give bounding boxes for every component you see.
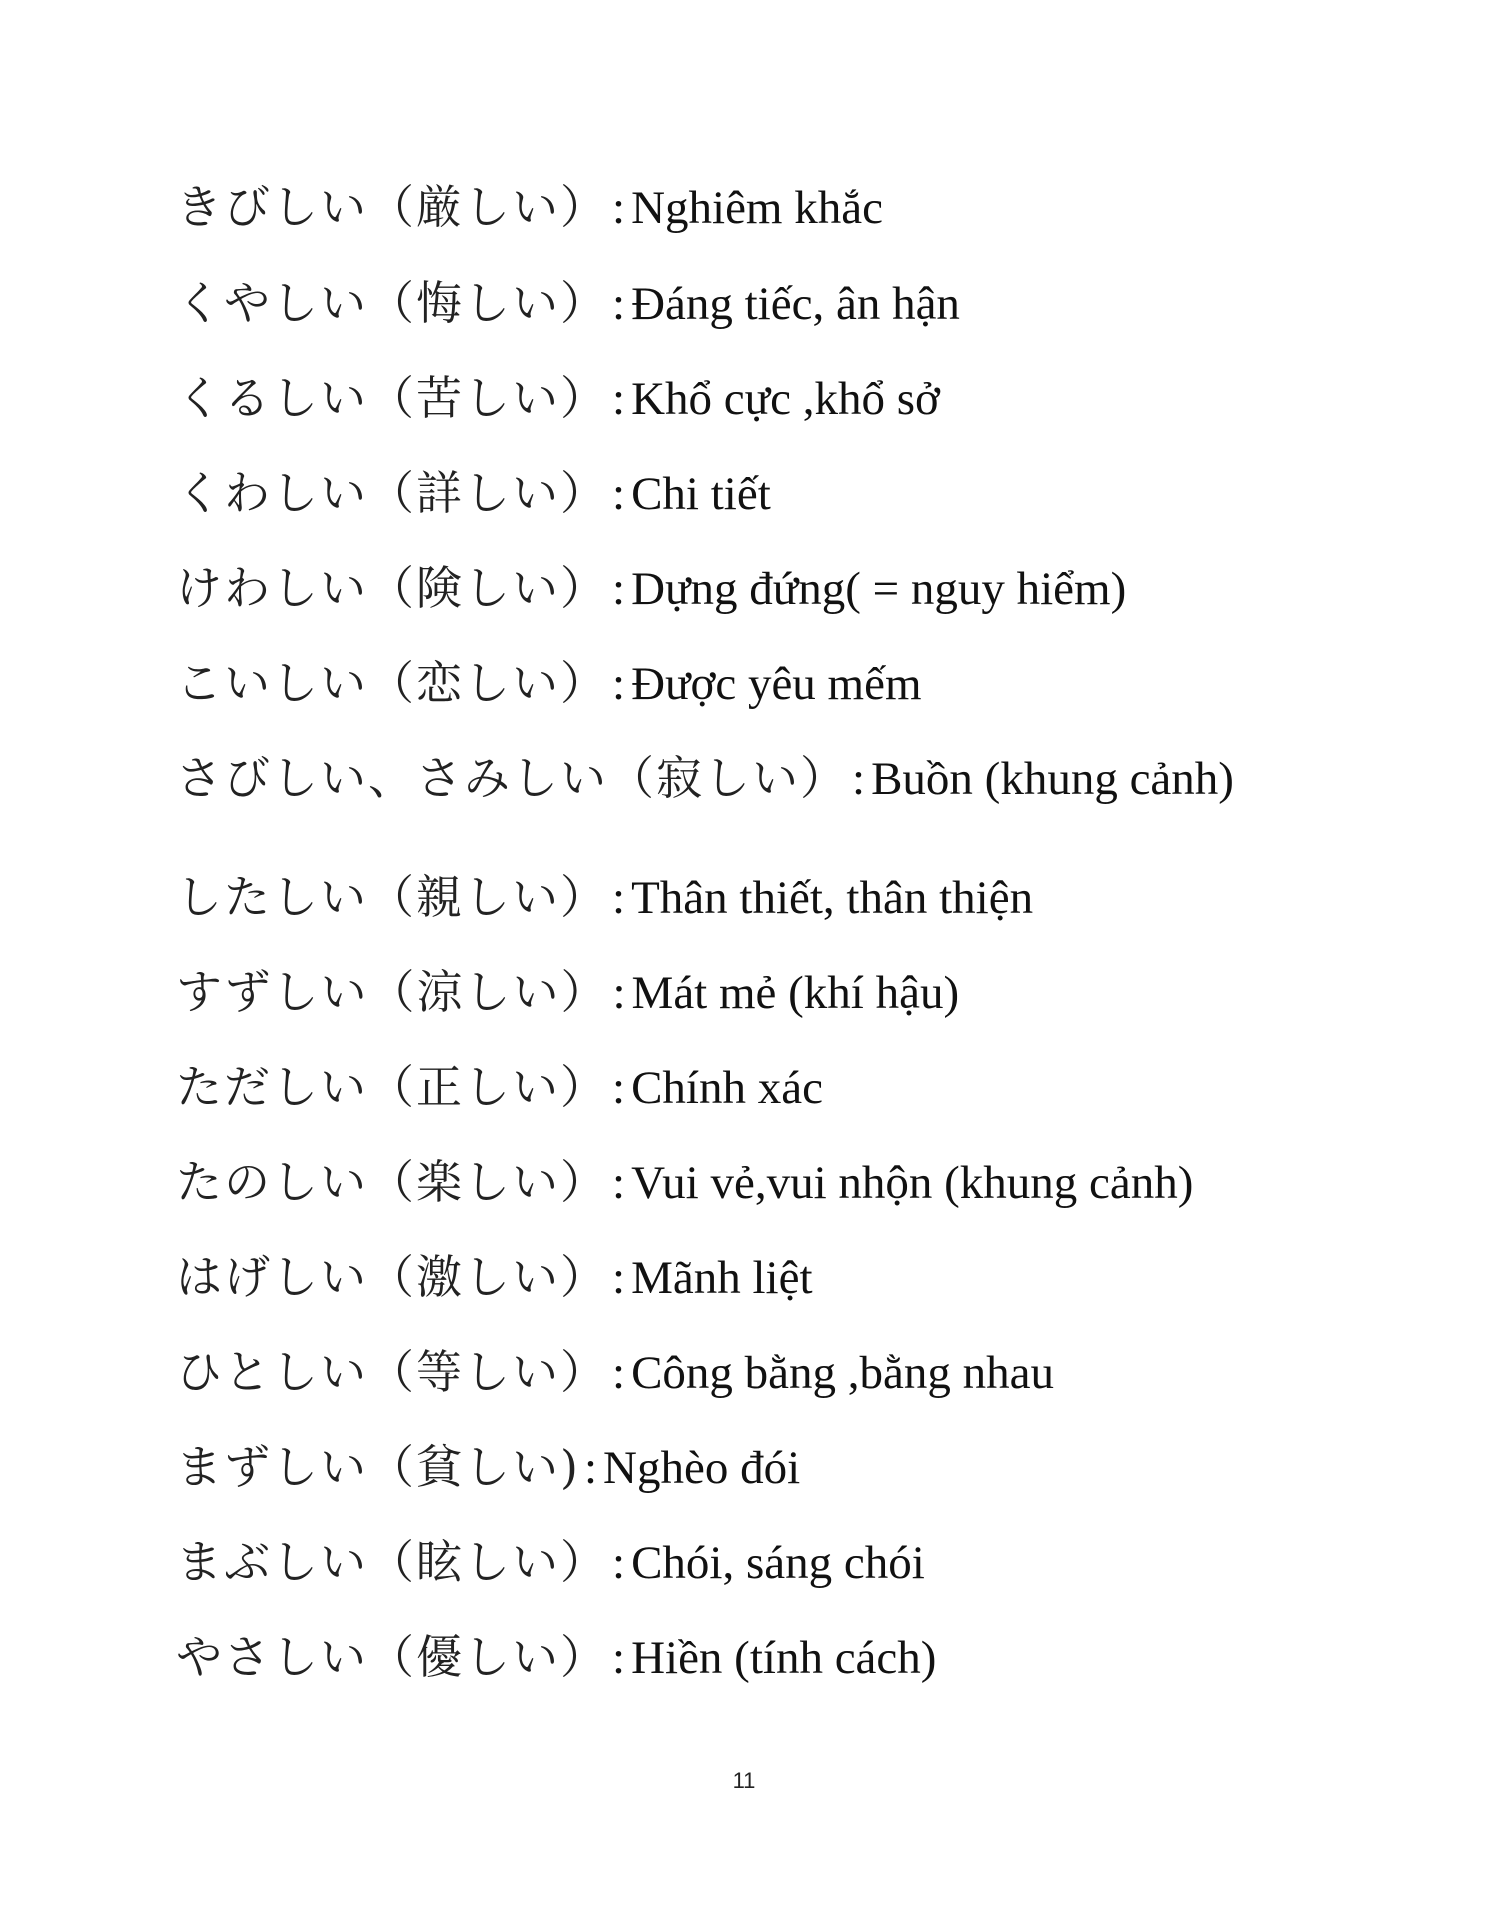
vocab-entry	[176, 172, 883, 242]
japanese-term: くわしい（詳しい）	[176, 466, 608, 520]
separator: :	[612, 182, 626, 234]
vietnamese-meaning: Vui vẻ,vui nhộn (khung cảnh)	[631, 1157, 1194, 1209]
separator: :	[612, 1062, 626, 1114]
japanese-term: ただしい（正しい）	[176, 1060, 608, 1114]
japanese-term: すずしい（涼しい）	[176, 965, 609, 1019]
vocab-entry	[176, 553, 1126, 623]
japanese-term: まぶしい（眩しい）	[176, 1535, 608, 1589]
vocab-entry	[176, 363, 940, 433]
vietnamese-meaning: Nghèo đói	[603, 1442, 801, 1494]
separator: :	[612, 1347, 626, 1399]
vietnamese-meaning: Buồn (khung cảnh)	[871, 753, 1234, 805]
separator: :	[612, 1157, 626, 1209]
vocab-entry	[176, 458, 771, 528]
separator: :	[612, 278, 626, 330]
vocab-entry	[176, 743, 1234, 813]
vietnamese-meaning: Đáng tiếc, ân hận	[631, 278, 960, 330]
separator: :	[612, 563, 626, 615]
separator: :	[612, 1252, 626, 1304]
vietnamese-meaning: Hiền (tính cách)	[631, 1632, 937, 1684]
vocab-entry	[176, 1242, 813, 1312]
japanese-term: まずしい（貧しい)	[176, 1440, 580, 1494]
vocab-entry	[176, 862, 1033, 932]
separator: :	[612, 373, 626, 425]
separator: :	[852, 753, 866, 805]
japanese-term: ひとしい（等しい）	[176, 1345, 608, 1399]
vietnamese-meaning: Nghiêm khắc	[631, 182, 883, 234]
japanese-term: やさしい（優しい）	[176, 1630, 608, 1684]
vietnamese-meaning: Mãnh liệt	[631, 1252, 813, 1304]
separator: :	[612, 1537, 626, 1589]
vietnamese-meaning: Khổ cực ,khổ sở	[631, 373, 940, 425]
separator: :	[612, 658, 626, 710]
japanese-term: きびしい（厳しい）	[176, 180, 608, 234]
japanese-term: こいしい（恋しい）	[176, 656, 608, 710]
separator: :	[583, 1442, 598, 1494]
japanese-term: したしい（親しい）	[176, 870, 608, 924]
vietnamese-meaning: Công bằng ,bằng nhau	[631, 1347, 1054, 1399]
vietnamese-meaning: Chói, sáng chói	[631, 1537, 925, 1589]
vocab-entry	[176, 957, 959, 1027]
vietnamese-meaning: Chính xác	[631, 1062, 823, 1114]
separator: :	[612, 872, 626, 924]
vietnamese-meaning: Dựng đứng( = nguy hiểm)	[631, 563, 1127, 615]
separator: :	[612, 1632, 626, 1684]
vocab-entry	[176, 1147, 1193, 1217]
japanese-term: くるしい（苦しい）	[176, 371, 608, 425]
page-number: 11	[732, 1768, 756, 1793]
vocab-entry	[176, 1527, 925, 1597]
japanese-term: けわしい（険しい）	[176, 561, 608, 615]
vocab-entry	[176, 268, 960, 338]
vietnamese-meaning: Được yêu mếm	[631, 658, 922, 710]
japanese-term: たのしい（楽しい）	[176, 1155, 608, 1209]
vocab-entry	[176, 1622, 936, 1692]
vocab-entry	[176, 1432, 800, 1502]
japanese-term: はげしい（激しい）	[176, 1250, 608, 1304]
japanese-term: くやしい（悔しい）	[176, 276, 608, 330]
vietnamese-meaning: Thân thiết, thân thiện	[631, 872, 1034, 924]
vocab-entry	[176, 1052, 823, 1122]
separator: :	[612, 468, 626, 520]
vietnamese-meaning: Chi tiết	[631, 468, 771, 520]
vocab-entry	[176, 648, 922, 718]
separator: :	[612, 967, 626, 1019]
japanese-term: さびしい、さみしい（寂しい）	[176, 751, 848, 805]
vocab-entry	[176, 1337, 1054, 1407]
vietnamese-meaning: Mát mẻ (khí hậu)	[631, 967, 960, 1019]
